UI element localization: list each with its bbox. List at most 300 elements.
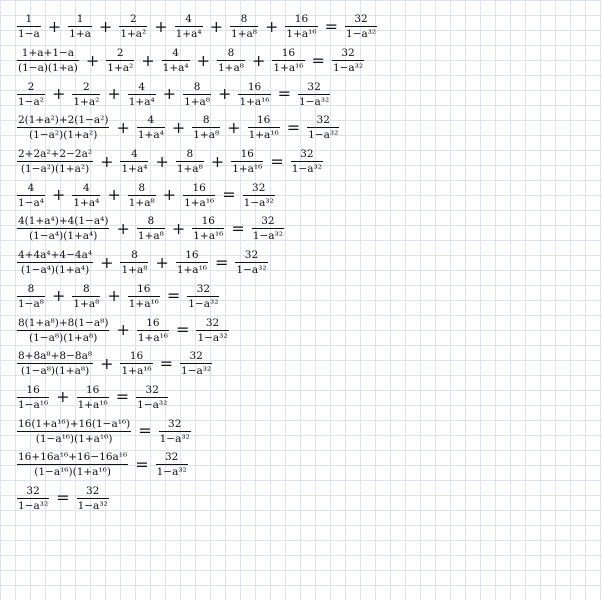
fraction-rhs [159, 418, 191, 445]
fraction-denominator: 1−a³² [345, 28, 377, 41]
equals-operator: = [311, 50, 325, 70]
fraction-denominator: 1+a⁴ [128, 95, 155, 108]
fraction-numerator: 4(1+a⁴)+4(1−a⁴) [18, 215, 109, 228]
fraction-denominator: 1+a¹⁶ [239, 95, 270, 108]
fraction-denominator: 1−a³² [236, 264, 267, 277]
fraction-rhs [196, 317, 228, 344]
equals-operator: = [159, 353, 174, 373]
fraction-denominator: 1−a³² [252, 230, 283, 243]
fraction-denominator: 1−a³² [332, 62, 364, 75]
fraction-bar [17, 296, 45, 297]
fraction-numerator: 32 [341, 47, 355, 60]
fraction-term [137, 114, 165, 141]
plus-operator: + [210, 151, 225, 171]
fraction-term [230, 13, 258, 40]
fraction-numerator: 4 [138, 80, 146, 93]
fraction-term [17, 13, 41, 40]
equation-line [17, 111, 597, 145]
fraction-term [72, 182, 100, 209]
fraction-bar [192, 228, 224, 229]
fraction-rhs [235, 249, 267, 276]
equals-operator: = [138, 421, 152, 441]
fraction-numerator: 32 [145, 383, 159, 396]
equation-line [17, 448, 597, 482]
plus-operator: + [171, 218, 186, 238]
fraction-denominator: 1+a⁸ [137, 230, 164, 243]
fraction-bar [298, 94, 330, 95]
fraction-term [137, 215, 165, 242]
fraction-numerator: 8 [193, 80, 201, 93]
fraction-denominator: 1+a⁸ [128, 196, 155, 209]
plus-operator: + [100, 353, 114, 373]
fraction-term [128, 283, 160, 310]
fraction-bar [72, 195, 100, 196]
fraction-bar [72, 94, 100, 95]
fraction-denominator: 1+a⁴ [121, 163, 148, 176]
fraction-bar [176, 161, 204, 162]
fraction-bar [183, 94, 211, 95]
fraction-term [17, 451, 128, 478]
equals-operator: = [286, 117, 301, 137]
fraction-term [17, 317, 109, 344]
fraction-numerator: 1 [76, 13, 84, 26]
fraction-denominator: 1+a⁸ [184, 95, 211, 108]
fraction-bar [332, 60, 364, 61]
fraction-term [120, 148, 148, 175]
fraction-term [17, 418, 131, 445]
fraction-term [175, 13, 203, 40]
plus-operator: + [51, 286, 66, 306]
fraction-bar [187, 296, 219, 297]
fraction-rhs [136, 384, 168, 411]
fraction-denominator: 1+a [69, 28, 91, 41]
fraction-numerator: 8 [186, 148, 194, 161]
plus-operator: + [107, 286, 121, 306]
fraction-term [72, 81, 100, 108]
fraction-numerator: 16 [256, 114, 271, 127]
equals-operator: = [277, 84, 292, 104]
equals-operator: = [222, 185, 236, 205]
plus-operator: + [251, 50, 266, 70]
fraction-rhs [345, 13, 377, 40]
plus-operator: + [218, 84, 232, 104]
fraction-denominator: 1−a [18, 28, 40, 41]
fraction-denominator: (1−a⁴)(1+a⁴) [29, 230, 98, 243]
fraction-denominator: 1+a¹⁶ [273, 62, 304, 75]
fraction-denominator: 1−a¹⁶ [18, 398, 49, 411]
fraction-denominator: 1−a⁸ [18, 297, 44, 310]
fraction-denominator: (1−a²)(1+a²) [20, 163, 90, 176]
plus-operator: + [100, 252, 114, 272]
fraction-denominator: (1−a⁴)(1+a⁴) [20, 264, 90, 277]
fraction-numerator: 4 [185, 13, 192, 26]
fraction-term [231, 148, 263, 175]
fraction-numerator: 32 [168, 417, 182, 430]
fraction-rhs [291, 148, 323, 175]
fraction-numerator: 32 [165, 451, 179, 464]
fraction-bar [180, 363, 212, 364]
fraction-bar [17, 464, 128, 465]
fraction-denominator: 1+a¹⁶ [184, 196, 215, 209]
fraction-bar [17, 161, 93, 162]
fraction-rhs [187, 283, 219, 310]
fraction-denominator: (1−a⁸)(1+a⁸) [20, 365, 90, 378]
plus-operator: + [196, 50, 210, 70]
fraction-term [17, 283, 45, 310]
fraction-numerator: 16 [137, 282, 151, 295]
equation-line [17, 212, 597, 246]
fraction-term [217, 47, 245, 74]
fraction-numerator: 4 [27, 181, 35, 194]
fraction-denominator: 1−a³² [291, 163, 322, 176]
fraction-denominator: 1+a⁴ [137, 129, 164, 142]
fraction-term [77, 384, 109, 411]
fraction-bar [307, 127, 339, 128]
plus-operator: + [155, 252, 169, 272]
fraction-denominator: 1+a⁸ [176, 163, 203, 176]
fraction-numerator: 16 [201, 215, 215, 228]
fraction-term [238, 81, 270, 108]
fraction-bar [192, 127, 220, 128]
plus-operator: + [98, 16, 113, 36]
plus-operator: + [116, 117, 130, 137]
fraction-numerator: 4 [82, 181, 90, 194]
fraction-term [120, 249, 148, 276]
fraction-denominator: 1+a⁴ [73, 196, 100, 209]
fraction-bar [17, 363, 93, 364]
fraction-denominator: 1+a⁴ [162, 62, 189, 75]
fraction-bar [238, 94, 270, 95]
fraction-numerator: 32 [196, 282, 211, 295]
fraction-numerator: 1+a+1−a [21, 47, 75, 60]
fraction-numerator: 8 [138, 181, 146, 194]
plus-operator: + [51, 185, 66, 205]
fraction-denominator: 1+a² [73, 95, 100, 108]
fraction-denominator: 1−a³² [18, 499, 49, 512]
fraction-bar [120, 161, 148, 162]
fraction-bar [252, 228, 284, 229]
fraction-bar [162, 60, 190, 61]
fraction-denominator: 1+a¹⁶ [176, 264, 207, 277]
fraction-term [119, 13, 147, 40]
fraction-rhs [298, 81, 330, 108]
fraction-bar [120, 363, 152, 364]
fraction-term [137, 317, 169, 344]
fraction-rhs [252, 215, 284, 242]
fraction-term [128, 81, 156, 108]
fraction-term [17, 215, 109, 242]
fraction-numerator: 8+8a⁸+8−8a⁸ [18, 350, 93, 363]
fraction-bar [17, 498, 49, 499]
fraction-numerator: 16 [192, 181, 206, 194]
fraction-numerator: 32 [189, 350, 203, 363]
fraction-bar [176, 262, 208, 263]
math-derivation [17, 10, 597, 515]
fraction-bar [230, 26, 258, 27]
plus-operator: + [100, 151, 114, 171]
fraction-term [17, 114, 109, 141]
fraction-numerator: 4+4a⁴+4−4a⁴ [18, 249, 93, 262]
fraction-bar [77, 498, 109, 499]
fraction-term [128, 182, 156, 209]
fraction-term [176, 249, 208, 276]
fraction-denominator: 1−a⁴ [18, 196, 44, 209]
fraction-numerator: 1 [25, 13, 33, 26]
fraction-bar [128, 296, 160, 297]
fraction-bar [17, 228, 109, 229]
fraction-numerator: 32 [316, 114, 330, 127]
fraction-numerator: 32 [85, 484, 100, 497]
fraction-denominator: 1+a¹⁶ [121, 365, 152, 378]
fraction-bar [137, 127, 165, 128]
fraction-bar [17, 431, 131, 432]
fraction-bar [217, 60, 245, 61]
fraction-numerator: 32 [252, 181, 266, 194]
fraction-numerator: 16 [129, 350, 144, 363]
fraction-term [176, 148, 204, 175]
fraction-numerator: 4 [131, 148, 138, 161]
fraction-term [17, 350, 93, 377]
fraction-numerator: 2 [27, 80, 35, 93]
fraction-denominator: 1−a³² [299, 95, 330, 108]
fraction-term [106, 47, 134, 74]
fraction-numerator: 8 [227, 47, 235, 60]
fraction-bar [128, 94, 156, 95]
plus-operator: + [51, 84, 66, 104]
fraction-denominator: 1+a⁴ [175, 28, 202, 41]
equation-line [17, 178, 597, 212]
fraction-numerator: 4 [147, 114, 155, 127]
fraction-denominator: 1+a⁸ [193, 129, 220, 142]
equation-line [17, 145, 597, 179]
fraction-denominator: 1−a³² [159, 432, 190, 445]
fraction-rhs [332, 47, 364, 74]
fraction-term [162, 47, 190, 74]
fraction-denominator: 1−a³² [137, 398, 168, 411]
fraction-bar [136, 397, 168, 398]
plus-operator: + [154, 16, 168, 36]
fraction-bar [17, 397, 49, 398]
fraction-rhs [180, 350, 212, 377]
fraction-term [72, 283, 100, 310]
plus-operator: + [264, 16, 279, 36]
equation-line [17, 280, 597, 314]
fraction-numerator: 16 [185, 249, 199, 262]
equals-operator: = [115, 387, 130, 407]
fraction-bar [156, 464, 188, 465]
fraction-numerator: 32 [205, 316, 220, 329]
fraction-numerator: 2(1+a²)+2(1−a²) [18, 114, 109, 127]
fraction-bar [72, 296, 100, 297]
fraction-bar [17, 60, 79, 61]
fraction-term [285, 13, 317, 40]
plus-operator: + [162, 84, 177, 104]
fraction-denominator: 1+a⁸ [121, 264, 148, 277]
fraction-numerator: 2 [82, 80, 90, 93]
fraction-bar [128, 195, 156, 196]
fraction-term [192, 114, 220, 141]
equals-operator: = [176, 320, 190, 340]
fraction-bar [345, 26, 377, 27]
fraction-numerator: 16 [146, 316, 160, 329]
fraction-denominator: 1−a³² [156, 466, 187, 479]
fraction-numerator: 8 [202, 114, 210, 127]
fraction-denominator: 1+a⁸ [218, 62, 244, 75]
fraction-denominator: (1−a¹⁶)(1+a¹⁶) [34, 466, 111, 479]
fraction-numerator: 8 [240, 13, 248, 26]
plus-operator: + [171, 117, 186, 137]
fraction-denominator: 1+a¹⁶ [248, 129, 279, 142]
plus-operator: + [209, 16, 224, 36]
fraction-numerator: 2+2a²+2−2a² [18, 148, 93, 161]
fraction-denominator: 1−a² [18, 95, 44, 108]
equals-operator: = [166, 286, 181, 306]
equation-line [17, 44, 597, 78]
fraction-denominator: (1−a²)(1+a²) [29, 129, 98, 142]
equation-line [17, 77, 597, 111]
equation-line [17, 246, 597, 280]
fraction-denominator: 1+a² [120, 28, 147, 41]
fraction-numerator: 16 [281, 47, 296, 60]
plus-operator: + [85, 50, 100, 70]
fraction-numerator: 32 [307, 80, 321, 93]
fraction-denominator: 1−a³² [181, 365, 212, 378]
fraction-numerator: 16 [294, 13, 309, 26]
equation-line [17, 313, 597, 347]
fraction-bar [77, 397, 109, 398]
equation-line [17, 381, 597, 415]
plus-operator: + [155, 151, 169, 171]
fraction-numerator: 2 [116, 47, 124, 60]
fraction-denominator: 1−a³² [77, 499, 108, 512]
plus-operator: + [116, 218, 130, 238]
fraction-denominator: 1+a¹⁶ [137, 331, 169, 344]
fraction-denominator: 1+a¹⁶ [193, 230, 224, 243]
equals-operator: = [324, 16, 338, 36]
equation-line [17, 482, 597, 516]
fraction-numerator: 4 [172, 47, 179, 60]
fraction-bar [17, 195, 45, 196]
fraction-numerator: 16 [240, 148, 254, 161]
fraction-numerator: 16+16a¹⁶+16−16a¹⁶ [18, 451, 128, 464]
fraction-term [183, 182, 215, 209]
fraction-term [17, 182, 45, 209]
fraction-denominator: (1−a¹⁶)(1+a¹⁶) [35, 432, 113, 445]
fraction-bar [17, 26, 41, 27]
fraction-denominator: (1−a⁸)(1+a⁸) [29, 331, 98, 344]
fraction-denominator: 1−a³² [197, 331, 228, 344]
fraction-numerator: 8 [82, 282, 90, 295]
fraction-numerator: 8 [131, 249, 138, 262]
fraction-bar [196, 330, 228, 331]
equation-line [17, 10, 597, 44]
fraction-bar [235, 262, 267, 263]
fraction-bar [272, 60, 304, 61]
plus-operator: + [47, 16, 62, 36]
fraction-bar [175, 26, 203, 27]
fraction-numerator: 32 [26, 484, 40, 497]
plus-operator: + [116, 320, 130, 340]
plus-operator: + [107, 185, 121, 205]
fraction-bar [183, 195, 215, 196]
fraction-numerator: 8(1+a⁸)+8(1−a⁸) [18, 316, 109, 329]
fraction-bar [285, 26, 317, 27]
fraction-bar [17, 262, 93, 263]
fraction-rhs [307, 114, 339, 141]
fraction-term [17, 148, 93, 175]
fraction-numerator: 2 [129, 13, 137, 26]
fraction-numerator: 16 [247, 80, 262, 93]
fraction-numerator: 32 [244, 249, 259, 262]
fraction-term [17, 485, 49, 512]
fraction-bar [17, 127, 109, 128]
fraction-term [248, 114, 280, 141]
plus-operator: + [227, 117, 241, 137]
fraction-bar [68, 26, 92, 27]
fraction-denominator: 1−a³² [188, 297, 219, 310]
fraction-bar [106, 60, 134, 61]
fraction-numerator: 16 [85, 383, 100, 396]
fraction-bar [248, 127, 280, 128]
fraction-bar [231, 161, 263, 162]
fraction-bar [120, 262, 148, 263]
fraction-bar [137, 330, 169, 331]
plus-operator: + [162, 185, 177, 205]
fraction-bar [291, 161, 323, 162]
fraction-denominator: 1+a¹⁶ [286, 28, 317, 41]
fraction-term [68, 13, 92, 40]
fraction-term [272, 47, 304, 74]
plus-operator: + [107, 84, 121, 104]
fraction-denominator: 1+a⁸ [73, 297, 100, 310]
fraction-numerator: 16 [26, 383, 40, 396]
fraction-rhs [77, 485, 109, 512]
fraction-denominator: 1+a² [107, 62, 134, 75]
fraction-denominator: 1−a³² [243, 196, 274, 209]
fraction-term [192, 215, 224, 242]
equation-line [17, 347, 597, 381]
fraction-denominator: 1+a¹⁶ [232, 163, 263, 176]
fraction-denominator: 1+a¹⁶ [128, 297, 159, 310]
equation-line [17, 414, 597, 448]
fraction-numerator: 32 [300, 148, 314, 161]
fraction-term [17, 47, 79, 74]
fraction-denominator: 1+a¹⁶ [77, 398, 108, 411]
fraction-numerator: 8 [27, 282, 35, 295]
fraction-term [183, 81, 211, 108]
equals-operator: = [231, 218, 245, 238]
fraction-term [120, 350, 152, 377]
fraction-denominator: 1−a³² [308, 129, 339, 142]
fraction-bar [17, 330, 109, 331]
fraction-bar [137, 228, 165, 229]
fraction-term [17, 81, 45, 108]
fraction-denominator: (1−a)(1+a) [18, 62, 78, 75]
equals-operator: = [270, 151, 284, 171]
fraction-numerator: 32 [354, 13, 368, 26]
equals-operator: = [135, 454, 149, 474]
equals-operator: = [215, 252, 229, 272]
fraction-rhs [243, 182, 275, 209]
plus-operator: + [56, 387, 70, 407]
fraction-bar [159, 431, 191, 432]
fraction-term [17, 384, 49, 411]
fraction-bar [17, 94, 45, 95]
plus-operator: + [141, 50, 155, 70]
fraction-numerator: 8 [147, 215, 155, 228]
fraction-numerator: 32 [261, 215, 275, 228]
fraction-bar [119, 26, 147, 27]
